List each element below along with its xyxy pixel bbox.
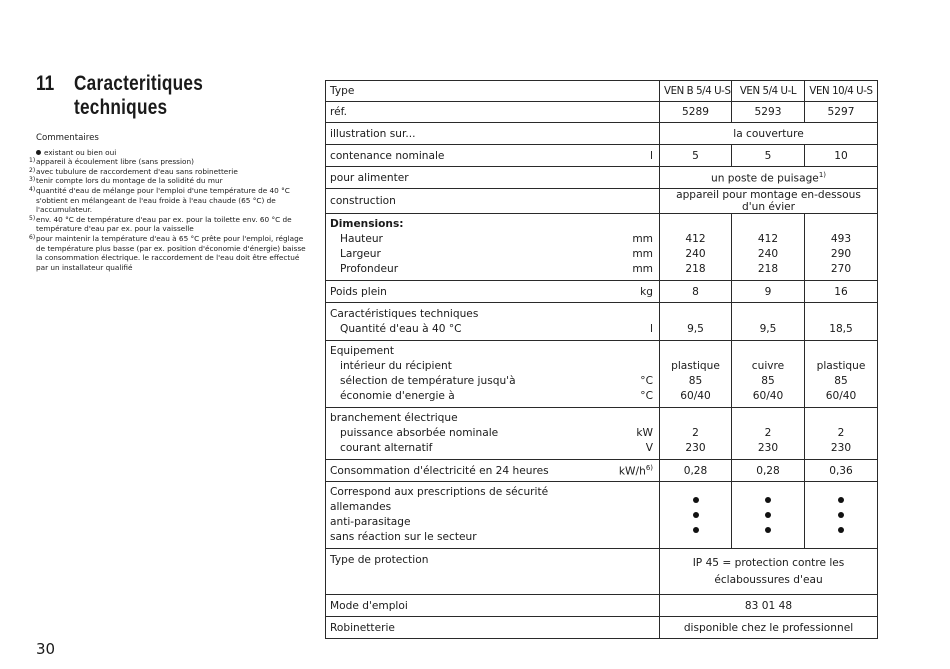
row-label: Mode d'emploi [326,595,596,617]
check-dot-icon [736,508,800,523]
section-title-line1: Caracteritiques [74,72,204,95]
spec-table [325,80,878,639]
cell-value: 5 [660,145,732,167]
table-row-robinetterie [326,617,878,639]
bullet-dot-icon [36,150,41,155]
cell-value: 0,36 [805,460,878,482]
table-row-electrique: branchement électrique puissance absorbée nominale courant alternatif kW V 2 230 2 230 2 230 [326,408,878,460]
footnote-item: 6) pour maintenir la température d'eau à 65 °C prête pour l'emploi, réglage de température plus basse (par ex. position d'économie d'énergie) baisse la consommation électrique. le raccordement de l'eau doit être effectué par un installateur qualifié [29,233,306,272]
row-label: Type [326,81,596,102]
row-unit: kg [596,281,660,303]
check-dot-icon [736,523,800,538]
footnote-item: 5) env. 40 °C de température d'eau par ex. pour la toilette env. 60 °C de température d'eau par ex. pour la vaisselle [29,214,292,234]
footnote-item: 4) quantité d'eau de mélange pour l'emploi d'une température de 40 °C s'obtient en mélangeant de l'eau froide à l'eau chaude (65 °C) de l'accumulateur. [29,185,290,215]
row-unit: l [596,145,660,167]
footnote-item: 1) appareil à écoulement libre (sans pression) [29,157,194,167]
table-row-consommation [326,460,878,482]
check-dot-icon [809,508,873,523]
table-row-type [326,81,878,102]
model-header: VEN 10/4 U-S [805,81,878,102]
row-label: construction [326,189,596,214]
cell-value: 10 [805,145,878,167]
cell-value: un poste de puisage$^{1)}$ [660,167,878,189]
check-dot-icon [664,508,727,523]
table-row-dimensions: Dimensions: Hauteur Largeur Profondeur mm mm mm 412 240 218 412 240 218 493 290 270 [326,214,878,281]
footnote-item: existant ou bien oui [36,148,311,158]
footnote-item: 2) avec tubulure de raccordement d'eau sans robinetterie [29,166,238,176]
cell-value: 8 [660,281,732,303]
table-row-securite: Correspond aux prescriptions de sécurité allemandes anti-parasitage sans réaction sur le secteur [326,482,878,549]
cell-value: disponible chez le professionnel [660,617,878,639]
row-label: illustration sur... [326,123,596,145]
footnotes-title: Commentaires [36,133,99,143]
section-title-line2: techniques [74,96,168,119]
model-header: VEN B 5/4 U-S [660,81,732,102]
table-row-construction [326,189,878,214]
table-row-caracteristiques: Caractéristiques techniques Quantité d'eau à 40 °C l 9,5 9,5 18,5 [326,303,878,341]
check-dot-icon [809,493,873,508]
model-header: VEN 5/4 U-L [732,81,805,102]
cell-value: IP 45 = protection contre les éclaboussures d'eau [660,549,878,595]
cell-value: 0,28 [660,460,732,482]
footnotes [29,133,311,272]
table-row-equipement: Equipement intérieur du récipient sélection de température jusqu'à économie d'energie à °C °C plastique 85 60/40 cuivre 85 60/40 plastique 85 60/40 [326,341,878,408]
cell-value: 9 [732,281,805,303]
row-label: Consommation d'électricité en 24 heures [326,460,596,482]
check-dot-icon [664,493,727,508]
cell-value: 5289 [660,102,732,123]
cell-value: 5 [732,145,805,167]
table-row-mode [326,595,878,617]
group-title: Equipement [330,345,395,357]
cell-value: 5297 [805,102,878,123]
row-unit: $kW/h^{6)}$ [596,460,660,482]
cell-value: 5293 [732,102,805,123]
table-row-illustration [326,123,878,145]
cell-value: la couverture [660,123,878,145]
table-row-poids [326,281,878,303]
group-title: Dimensions: [330,218,404,230]
table-row-ref [326,102,878,123]
row-label: contenance nominale [326,145,596,167]
check-dot-icon [809,523,873,538]
row-label: Type de protection [326,549,596,595]
group-title: branchement électrique [330,412,458,424]
table-row-contenance [326,145,878,167]
table-row-alimenter [326,167,878,189]
check-dot-icon [736,493,800,508]
check-dot-icon [664,523,727,538]
section-number: 11 [36,72,55,95]
cell-value: 0,28 [732,460,805,482]
group-title: Caractéristiques techniques [330,308,479,320]
table-row-protection [326,549,878,595]
row-label: Poids plein [326,281,596,303]
row-label: Robinetterie [326,617,596,639]
cell-value: appareil pour montage en-dessous d'un évier [660,189,878,214]
page-number: 30 [36,640,56,658]
row-label: pour alimenter [326,167,596,189]
row-label: réf. [326,102,596,123]
footnote-item: 3) tenir compte lors du montage de la solidité du mur [29,176,223,186]
cell-value: 83 01 48 [660,595,878,617]
cell-value: 16 [805,281,878,303]
